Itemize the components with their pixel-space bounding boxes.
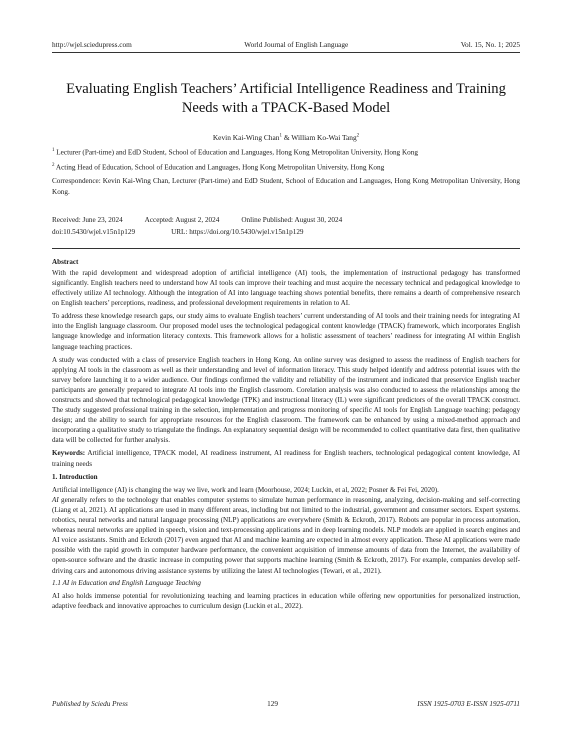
accepted-date: Accepted: August 2, 2024 (144, 215, 220, 224)
affiliation-1 (52, 145, 520, 158)
body-paragraph: Artificial intelligence (AI) is changing the way we live, work and learn (Moorhouse, 2024; Luckin, et al, 2022; Posner & Fei Fei, 2020). (52, 485, 439, 494)
keywords-label: Keywords: (52, 449, 86, 458)
affiliation-text: Acting Head of Education, School of Education and Languages, Hong Kong Metropolitan University, Hong Kong (54, 163, 385, 172)
publisher: Published by Sciedu Press (52, 700, 128, 708)
correspondence: Correspondence: Kevin Kai-Wing Chan, Lecturer (Part-time) and EdD Student, School of Education and Languages, Hong Kong Metropolitan University, Hong Kong. (52, 176, 520, 196)
section-heading: 1. Introduction (52, 472, 98, 481)
abstract-paragraph: A study was conducted with a class of preservice English teachers in Hong Kong. An online survey was designed to assess the readiness of English teachers for applying AI tools in the classroom as well as their understanding and level of information literacy. This study helped identify and address potential issues with the survey before launching it to a wider audience. Our findings confirmed the validity and reliability of the instrument and indicated that preservice English teacher participants are generally prepared to integrate AI tools into the English classroom. Corelation analysis was also conducted to assess the relationships among the constructs and showed that technological pedagogical knowledge (TPK) and instructional literacy (IL) were significant predictors of the overall TPACK construct. The study suggested professional training in the selection, implementation and progress monitoring of specific AI tools for English Language teaching; pedagogy design; and the ability to search for appropriate resources for the English classroom. The framework can be enhanced by using a mixed-method approach and incorporating a qualitative study to triangulate the findings. An explanatory sequential design will be recommended to collect quantitative data first, then qualitative data will be collected for further analysis. (52, 355, 520, 445)
emphasis-ai: AI (52, 495, 59, 504)
author-superscript: 2 (356, 133, 360, 139)
volume-info: Vol. 15, No. 1; 2025 (460, 40, 520, 49)
author-line (52, 133, 520, 142)
author-name: & William Ko-Wai Tang (281, 133, 357, 142)
divider (52, 248, 520, 249)
received-date: Received: June 23, 2024 (52, 215, 123, 224)
author-name: Kevin Kai-Wing Chan (212, 133, 280, 142)
subsection-heading: 1.1 AI in Education and English Language Teaching (52, 578, 201, 587)
abstract-paragraph: To address these knowledge research gaps, our study aims to evaluate English teachers’ current understanding of AI tools and their training needs for integrating AI into the English language classroom. Our proposed model uses the technological pedagogical content knowledge (TPACK) framework, which incorporates English language knowledge and information literacy contexts. This framework allows for a holistic assessment of teachers’ readiness for integrating AI within English language teaching practices. (52, 312, 520, 351)
affiliation-marker: 1 (52, 148, 55, 153)
affiliation-2 (52, 160, 520, 173)
publication-dates (52, 214, 520, 238)
journal-url-link[interactable]: http://wjel.sciedupress.com (52, 40, 132, 49)
keywords-text: Artificial intelligence, TPACK model, AI readiness instrument, AI readiness for English teachers, technological pedagogical content knowledge, AI training needs (52, 449, 520, 468)
abstract-paragraph: With the rapid development and widespread adoption of artificial intelligence (AI) tools, the implementation of instructional pedagogy has transformed significantly. English teachers need to understand how AI tools can improve their teaching and must acquire the necessary technical and pedagogical knowledge to effectively utilize AI technology. Although the integration of AI into language teaching shows potential benefits, there remains a dearth of comprehensive research on English teachers’ perceptions, readiness, and professional development requirements in relation to AI. (52, 268, 520, 308)
page-footer (52, 700, 520, 708)
online-date: Online Published: August 30, 2024 (241, 215, 343, 224)
paper-title: Evaluating English Teachers’ Artificial Intelligence Readiness and Training Needs with a TPACK-Based Model (66, 81, 506, 116)
affiliation-marker: 2 (52, 163, 55, 169)
journal-name: World Journal of English Language (244, 40, 349, 49)
page-number: 129 (267, 700, 278, 708)
body-paragraph (52, 495, 520, 576)
keywords (52, 448, 520, 468)
running-header (52, 40, 520, 53)
affiliations (52, 145, 520, 198)
article-body (52, 257, 520, 611)
body-paragraph: AI also holds immense potential for revolutionizing teaching and learning practices in education while offering new opportunities for personalized instruction, adaptive feedback and innovative approaches to curriculum design (Luckin et al., 2022). (52, 591, 520, 610)
body-paragraph-text: generally refers to the technology that enables computer systems to simulate human performance in reasoning, analyzing, decision-making and self-correcting (Liang et al, 2021). AI applications are used in many different areas, including but not limited to the industrial, government and consumer sectors. Expert systems. robotics, neural networks and natural language processing (NLP) applications are everywhere (Smith & Eckroth, 2017). Robots are popular in process automation, whereas neural networks are applied in speech, vision and text-processing applications and in deep learning models. NLP models are applied in search engines and AI voice assistants. Smith and Eckroth (2017) even argued that AI and machine learning are expected in almost every application. These AI applications were made possible with the rapid growth in computer hardware performance, the convenient acquisition of immense amounts of data from the Internet, the availability of open-source software and the drastic increase in computing power that supports machine learning (Smith & Eckroth, 2017). For example, companies develop self-driving cars and autonomous driving assistance systems by utilizing the latest AI technologies (Tewari, et al., 2021). (52, 495, 520, 575)
doi-url-link[interactable]: URL: https://doi.org/10.5430/wjel.v15n1p129 (171, 227, 304, 236)
author-superscript: 1 (279, 133, 282, 139)
issn: ISSN 1925-0703 E-ISSN 1925-0711 (417, 700, 520, 708)
doi: doi:10.5430/wjel.v15n1p129 (52, 227, 136, 236)
abstract-heading: Abstract (52, 257, 79, 266)
affiliation-text: Lecturer (Part-time) and EdD Student, School of Education and Languages, Hong Kong Metropolitan University, Hong Kong (54, 148, 418, 157)
